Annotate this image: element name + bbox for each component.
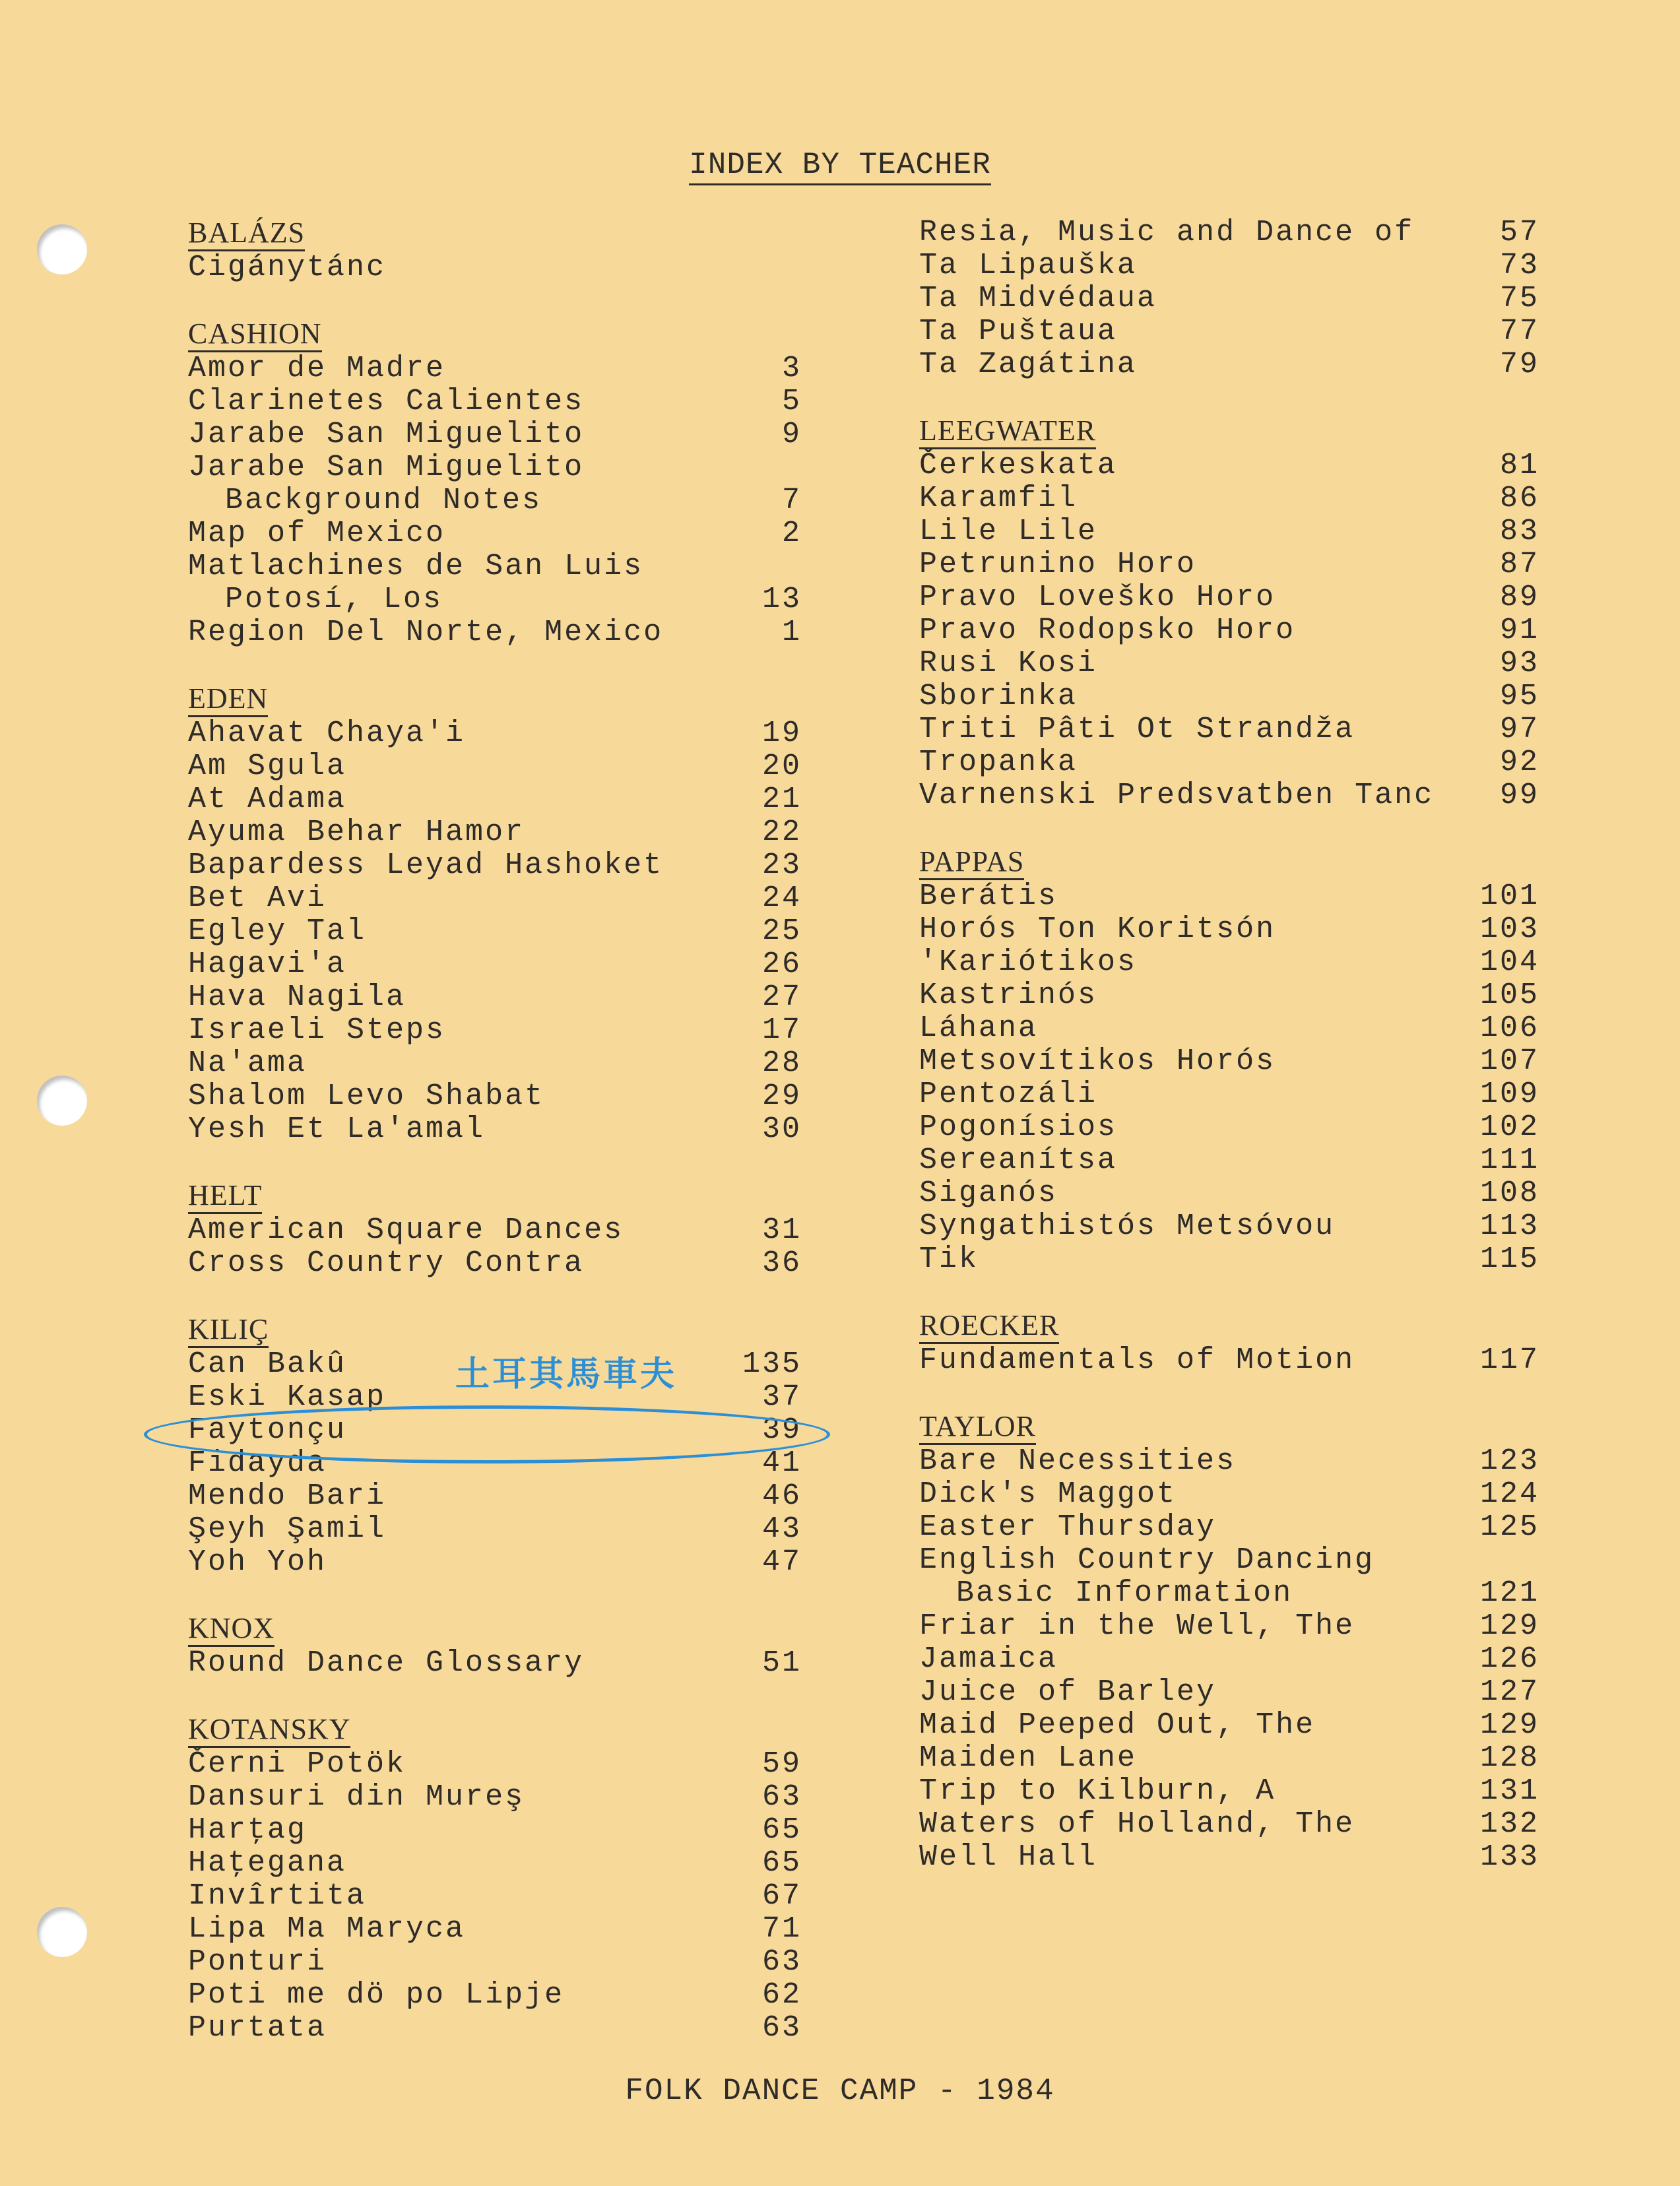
dance-title: Lile Lile (919, 515, 1098, 548)
index-entry (188, 1748, 802, 1781)
teacher-section (188, 1179, 802, 1280)
index-entry (919, 913, 1539, 946)
dance-title: At Adama (188, 783, 347, 816)
page-number: 123 (1479, 1444, 1539, 1478)
dance-title: Ta Lipauška (919, 249, 1138, 282)
dance-title: Matlachines de San Luis (188, 550, 644, 583)
page-number: 28 (761, 1046, 802, 1080)
dance-title: Ahavat Chaya'i (188, 717, 466, 750)
index-entry (188, 1647, 802, 1680)
page-number: 124 (1479, 1477, 1539, 1511)
dance-title: Am Sgula (188, 750, 347, 783)
teacher-section (919, 845, 1539, 1276)
index-entry (188, 1513, 802, 1546)
page-number: 111 (1479, 1143, 1539, 1177)
dance-title: Juice of Barley (919, 1675, 1217, 1709)
dance-title: Sborinka (919, 680, 1078, 713)
index-entry (188, 1546, 802, 1579)
index-entry (188, 616, 802, 649)
dance-title: Dansuri din Mureş (188, 1780, 525, 1814)
page-number: 62 (761, 1978, 802, 2012)
page-number: 13 (761, 583, 802, 616)
page-number: 106 (1479, 1012, 1539, 1045)
page-number: 117 (1479, 1343, 1539, 1377)
binder-hole (37, 1076, 87, 1126)
dance-title: American Square Dances (188, 1213, 624, 1247)
dance-title: Poti me dö po Lipje (188, 1978, 565, 2012)
dance-title: Sereanítsa (919, 1143, 1118, 1177)
page-number: 21 (761, 783, 802, 816)
dance-title: Berátis (919, 880, 1058, 913)
page-number: 26 (761, 948, 802, 981)
dance-title: Faytonçu (188, 1413, 347, 1447)
page-number: 121 (1479, 1576, 1539, 1610)
dance-title: Tik (919, 1242, 979, 1276)
teacher-name: CASHION (188, 317, 322, 352)
page-number: 19 (761, 717, 802, 750)
page-number: 63 (761, 1945, 802, 1979)
page-number: 9 (781, 418, 802, 451)
index-entry (919, 979, 1539, 1012)
page-number: 126 (1479, 1642, 1539, 1676)
dance-title: Syngathistós Metsóvou (919, 1209, 1336, 1243)
page-number: 77 (1499, 315, 1539, 348)
teacher-section (919, 414, 1539, 812)
page-number: 93 (1499, 647, 1539, 680)
dance-title: Resia, Music and Dance of (919, 216, 1415, 249)
teacher-section (919, 216, 1539, 381)
dance-title: Shalom Levo Shabat (188, 1079, 545, 1113)
page-number: 46 (761, 1479, 802, 1513)
index-entry (919, 315, 1539, 348)
index-entry (188, 849, 802, 882)
page-number: 115 (1479, 1242, 1539, 1276)
dance-title: Cigánytánc (188, 251, 387, 284)
page-number: 39 (761, 1413, 802, 1447)
index-entry (919, 614, 1539, 647)
page-number: 7 (781, 484, 802, 517)
index-entry (188, 783, 802, 816)
index-entry (919, 680, 1539, 713)
dance-title: Pogonísios (919, 1110, 1118, 1144)
index-entry (188, 1080, 802, 1113)
index-entry (188, 1880, 802, 1913)
index-entry (919, 1808, 1539, 1841)
teacher-section (188, 1612, 802, 1680)
teacher-name: KOTANSKY (188, 1713, 350, 1748)
dance-title: Bapardess Leyad Hashoket (188, 849, 664, 882)
teacher-section (919, 1309, 1539, 1377)
teacher-name: ROECKER (919, 1309, 1059, 1344)
dance-title: Jarabe San Miguelito (188, 418, 585, 451)
dance-title: Jarabe San Miguelito (188, 451, 585, 484)
page-number: 97 (1499, 713, 1539, 746)
index-entry (919, 482, 1539, 515)
page-number: 109 (1479, 1077, 1539, 1111)
dance-title: 'Kariótikos (919, 946, 1138, 979)
index-entry (188, 251, 802, 284)
page-number: 102 (1479, 1110, 1539, 1144)
page-number: 104 (1479, 946, 1539, 979)
page-number: 99 (1499, 779, 1539, 812)
dance-title: Clarinetes Calientes (188, 385, 585, 418)
dance-title: Láhana (919, 1012, 1039, 1045)
index-entry (919, 1210, 1539, 1243)
dance-title: Pravo Rodopsko Horo (919, 614, 1296, 647)
dance-title: Pentozáli (919, 1077, 1098, 1111)
teacher-section (188, 216, 802, 284)
index-entry (188, 1847, 802, 1880)
page-number: 131 (1479, 1774, 1539, 1808)
dance-title: Triti Pâti Ot Strandža (919, 713, 1355, 746)
page-number: 1 (781, 616, 802, 649)
page-number: 81 (1499, 449, 1539, 482)
binder-hole (37, 224, 87, 274)
page-number: 20 (761, 750, 802, 783)
page-number: 59 (761, 1747, 802, 1781)
dance-title: Rusi Kosi (919, 647, 1098, 680)
index-entry (188, 385, 802, 418)
dance-title: Dick's Maggot (919, 1477, 1177, 1511)
dance-title: Mendo Bari (188, 1479, 387, 1513)
page-number: 67 (761, 1879, 802, 1913)
index-entry (188, 717, 802, 750)
page-number: 57 (1499, 216, 1539, 249)
teacher-name: EDEN (188, 682, 268, 717)
page-number: 24 (761, 882, 802, 915)
index-entry (188, 1913, 802, 1946)
index-entry (919, 1676, 1539, 1709)
highlight-ellipse (144, 1405, 830, 1463)
dance-title: Map of Mexico (188, 517, 446, 550)
dance-title: Region Del Norte, Mexico (188, 616, 664, 649)
dance-title: Ayuma Behar Hamor (188, 816, 525, 849)
page-number: 43 (761, 1512, 802, 1546)
index-entry (188, 517, 802, 550)
page-number: 65 (761, 1846, 802, 1880)
teacher-name: KILIÇ (188, 1313, 269, 1348)
dance-title: Ta Midvédaua (919, 282, 1157, 315)
page-number: 129 (1479, 1609, 1539, 1643)
page-number: 127 (1479, 1675, 1539, 1709)
page-number: 22 (761, 816, 802, 849)
page-number: 65 (761, 1813, 802, 1847)
index-entry (188, 948, 802, 981)
teacher-section (188, 682, 802, 1146)
index-entry (919, 647, 1539, 680)
index-entry (188, 1979, 802, 2012)
dance-title: Trip to Kilburn, A (919, 1774, 1276, 1808)
index-entry (919, 449, 1539, 482)
page-number: 30 (761, 1112, 802, 1146)
dance-title: Cross Country Contra (188, 1246, 585, 1280)
page-number: 41 (761, 1446, 802, 1480)
index-entry (188, 2012, 802, 2045)
dance-title: Harţag (188, 1813, 307, 1847)
teacher-name: PAPPAS (919, 845, 1024, 880)
dance-title: Fundamentals of Motion (919, 1343, 1355, 1377)
teacher-name: HELT (188, 1179, 262, 1214)
dance-title: Maid Peeped Out, The (919, 1708, 1316, 1742)
page-number: 73 (1499, 249, 1539, 282)
index-entry (919, 946, 1539, 979)
dance-title: Jamaica (919, 1642, 1058, 1676)
dance-title-continued: Potosí, Los (225, 583, 443, 616)
teacher-name: TAYLOR (919, 1410, 1036, 1445)
page-number: 63 (761, 2011, 802, 2045)
dance-title: Černi Potök (188, 1747, 406, 1781)
dance-title: Yoh Yoh (188, 1545, 327, 1579)
right-column (919, 216, 1539, 1874)
dance-title: Kastrinós (919, 979, 1098, 1012)
dance-title: Maiden Lane (919, 1741, 1138, 1775)
page-number: 37 (761, 1380, 802, 1414)
page-number: 31 (761, 1213, 802, 1247)
index-entry (188, 1014, 802, 1047)
page-number: 25 (761, 915, 802, 948)
dance-title: Metsovítikos Horós (919, 1045, 1276, 1078)
index-entry (919, 713, 1539, 746)
dance-title: Easter Thursday (919, 1510, 1217, 1544)
dance-title: Petrunino Horo (919, 548, 1197, 581)
page-number: 79 (1499, 348, 1539, 381)
dance-title: Round Dance Glossary (188, 1646, 585, 1680)
dance-title: Horós Ton Koritsón (919, 913, 1276, 946)
dance-title: Na'ama (188, 1046, 307, 1080)
dance-title: Well Hall (919, 1840, 1098, 1874)
dance-title: Yesh Et La'amal (188, 1112, 486, 1146)
index-entry (188, 1480, 802, 1513)
index-entry (919, 1012, 1539, 1045)
page-number: 3 (781, 352, 802, 385)
index-entry (188, 1214, 802, 1247)
index-entry (188, 816, 802, 849)
index-entry (188, 418, 802, 451)
index-entry (188, 352, 802, 385)
dance-title: Hava Nagila (188, 980, 406, 1014)
index-entry (919, 1045, 1539, 1078)
page-number: 36 (761, 1246, 802, 1280)
index-entry (919, 1243, 1539, 1276)
dance-title-continued: Basic Information (956, 1576, 1293, 1610)
dance-title: Şeyh Şamil (188, 1512, 387, 1546)
dance-title: Ponturi (188, 1945, 327, 1979)
dance-title: Siganós (919, 1176, 1058, 1210)
index-entry (919, 216, 1539, 249)
page-number: 125 (1479, 1510, 1539, 1544)
dance-title: Karamfil (919, 482, 1078, 515)
teacher-section (188, 1713, 802, 2045)
page-number: 23 (761, 849, 802, 882)
page-number: 101 (1479, 880, 1539, 913)
index-entry (188, 915, 802, 948)
index-entry (188, 1781, 802, 1814)
teacher-name: BALÁZS (188, 216, 305, 251)
index-entry (188, 882, 802, 915)
index-entry (919, 1078, 1539, 1111)
page-footer: FOLK DANCE CAMP - 1984 (625, 2074, 1055, 2108)
index-entry (188, 1047, 802, 1080)
teacher-section (188, 317, 802, 649)
index-entry (188, 550, 802, 616)
index-entry (919, 1775, 1539, 1808)
index-entry (919, 548, 1539, 581)
page-number: 113 (1479, 1209, 1539, 1243)
index-entry (919, 1709, 1539, 1742)
page-number: 71 (761, 1912, 802, 1946)
dance-title: Egley Tal (188, 915, 367, 948)
dance-title: Eski Kasap (188, 1380, 387, 1414)
page-number: 27 (761, 980, 802, 1014)
index-entry (188, 1247, 802, 1280)
page-number: 83 (1499, 515, 1539, 548)
page-number: 132 (1479, 1807, 1539, 1841)
page-number: 87 (1499, 548, 1539, 581)
index-entry (919, 779, 1539, 812)
dance-title: English Country Dancing (919, 1543, 1375, 1577)
index-entry (919, 1643, 1539, 1676)
page-number: 95 (1499, 680, 1539, 713)
index-entry (919, 348, 1539, 381)
index-entry (919, 1478, 1539, 1511)
index-entry (919, 1544, 1539, 1610)
page-number: 63 (761, 1780, 802, 1814)
index-entry (919, 1742, 1539, 1775)
index-entry (919, 249, 1539, 282)
index-entry (919, 1610, 1539, 1643)
dance-title: Fidayda (188, 1446, 327, 1480)
page-number: 92 (1499, 746, 1539, 779)
index-entry (919, 515, 1539, 548)
index-entry (919, 1841, 1539, 1874)
dance-title: Friar in the Well, The (919, 1609, 1355, 1643)
dance-title: Varnenski Predsvatben Tanc (919, 779, 1435, 812)
index-entry (919, 1111, 1539, 1144)
binder-hole (37, 1907, 87, 1957)
dance-title: Ta Puštaua (919, 315, 1118, 348)
page-number: 86 (1499, 482, 1539, 515)
page-number: 29 (761, 1079, 802, 1113)
page-number: 105 (1479, 979, 1539, 1012)
index-entry (919, 581, 1539, 614)
page-number: 51 (761, 1646, 802, 1680)
page-number: 91 (1499, 614, 1539, 647)
dance-title: Lipa Ma Maryca (188, 1912, 466, 1946)
teacher-name: KNOX (188, 1612, 275, 1647)
dance-title: Ta Zagátina (919, 348, 1138, 381)
index-entry (188, 750, 802, 783)
dance-title: Haţegana (188, 1846, 347, 1880)
dance-title: Hagavi'a (188, 948, 347, 981)
teacher-section (919, 1410, 1539, 1874)
index-entry (919, 1511, 1539, 1544)
page-number: 5 (781, 385, 802, 418)
index-entry (188, 1113, 802, 1146)
dance-title-continued: Background Notes (225, 484, 542, 517)
dance-title: Pravo Loveško Horo (919, 581, 1276, 614)
index-entry (919, 746, 1539, 779)
left-column (188, 216, 802, 2045)
dance-title: Invîrtita (188, 1879, 367, 1913)
index-entry (919, 282, 1539, 315)
page-number: 47 (761, 1545, 802, 1579)
dance-title: Čerkeskata (919, 449, 1118, 482)
index-entry (188, 451, 802, 517)
dance-title: Tropanka (919, 746, 1078, 779)
index-entry (919, 1144, 1539, 1177)
dance-title: Bet Avi (188, 882, 327, 915)
page-number: 133 (1479, 1840, 1539, 1874)
page-number: 108 (1479, 1176, 1539, 1210)
page-number: 135 (742, 1347, 802, 1381)
page-number: 107 (1479, 1045, 1539, 1078)
page-number: 128 (1479, 1741, 1539, 1775)
index-entry (188, 1946, 802, 1979)
dance-title: Purtata (188, 2011, 327, 2045)
index-entry (919, 880, 1539, 913)
teacher-name: LEEGWATER (919, 414, 1096, 449)
index-entry (919, 1177, 1539, 1210)
dance-title: Israeli Steps (188, 1013, 446, 1047)
page-number: 129 (1479, 1708, 1539, 1742)
handwritten-annotation: 土耳其馬車夫 (455, 1355, 678, 1394)
dance-title: Amor de Madre (188, 352, 446, 385)
index-entry (188, 981, 802, 1014)
dance-title: Can Bakû (188, 1347, 347, 1381)
page-title: INDEX BY TEACHER (0, 148, 1680, 182)
index-entry (919, 1344, 1539, 1377)
page-number: 75 (1499, 282, 1539, 315)
index-entry (188, 1814, 802, 1847)
page-number: 2 (781, 517, 802, 550)
page-number: 103 (1479, 913, 1539, 946)
index-entry (919, 1445, 1539, 1478)
dance-title: Bare Necessities (919, 1444, 1237, 1478)
page-number: 89 (1499, 581, 1539, 614)
page-number: 17 (761, 1013, 802, 1047)
dance-title: Waters of Holland, The (919, 1807, 1355, 1841)
